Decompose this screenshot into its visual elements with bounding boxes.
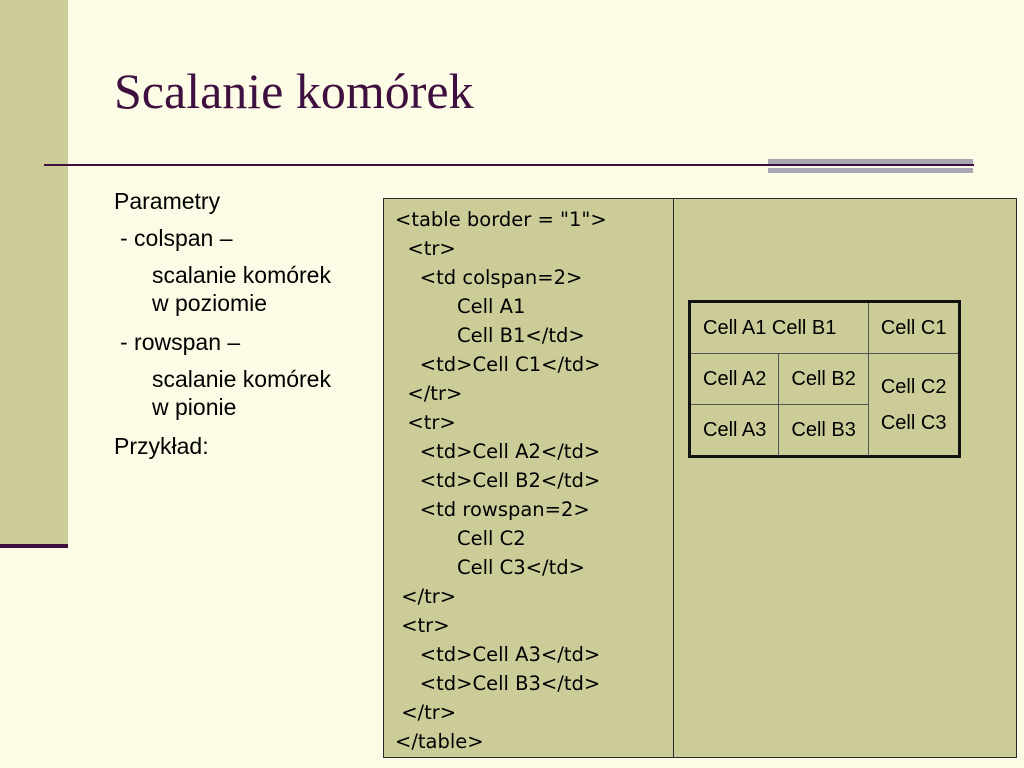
left-accent-line (0, 544, 68, 548)
table-row (690, 354, 960, 405)
cell-a3: Cell A3 (690, 405, 779, 457)
bullet-colspan-desc (114, 261, 384, 317)
cell-b2: Cell B2 (779, 354, 868, 405)
rowspan-desc-line2: w pionie (152, 394, 237, 420)
colspan-desc-line2: w poziomie (152, 290, 268, 316)
bullet-rowspan-desc (114, 365, 384, 421)
bullet-rowspan: - rowspan – (120, 329, 241, 355)
panel-divider (673, 199, 674, 757)
cell-a2: Cell A2 (690, 354, 779, 405)
html-code-sample: <table border = "1"> <tr> <td colspan=2> Cell A1 Cell B1</td> <td>Cell C1</td> </tr> <tr> <td>Cell A2</td> <td>Cell B2</td> <td rowspan=2> Cell C2 Cell C3</td> </tr> <tr> <td>Cell A3</td> <td>Cell B3</td> </tr> </table> (395, 208, 607, 753)
colspan-desc-line1: scalanie komórek (152, 262, 331, 288)
left-decorative-bar (0, 0, 68, 544)
cell-b3: Cell B3 (779, 405, 868, 457)
rendered-table-example (688, 300, 961, 458)
bullet-colspan: - colspan – (120, 225, 233, 251)
bullet-list (114, 186, 384, 468)
rowspan-desc-line1: scalanie komórek (152, 366, 331, 392)
cell-c3-text: Cell C3 (880, 411, 947, 434)
divider-accent-stripes (768, 159, 973, 179)
bullet-parametry: Parametry (114, 188, 221, 214)
bullet-example: Przykład: (114, 433, 209, 459)
code-example-panel (383, 198, 1017, 758)
table-row (690, 302, 960, 354)
slide-title: Scalanie komórek (114, 63, 474, 119)
cell-c2-c3 (868, 354, 960, 457)
cell-c1: Cell C1 (868, 302, 960, 354)
cell-c2-text: Cell C2 (880, 375, 947, 398)
cell-a1-b1: Cell A1 Cell B1 (690, 302, 869, 354)
